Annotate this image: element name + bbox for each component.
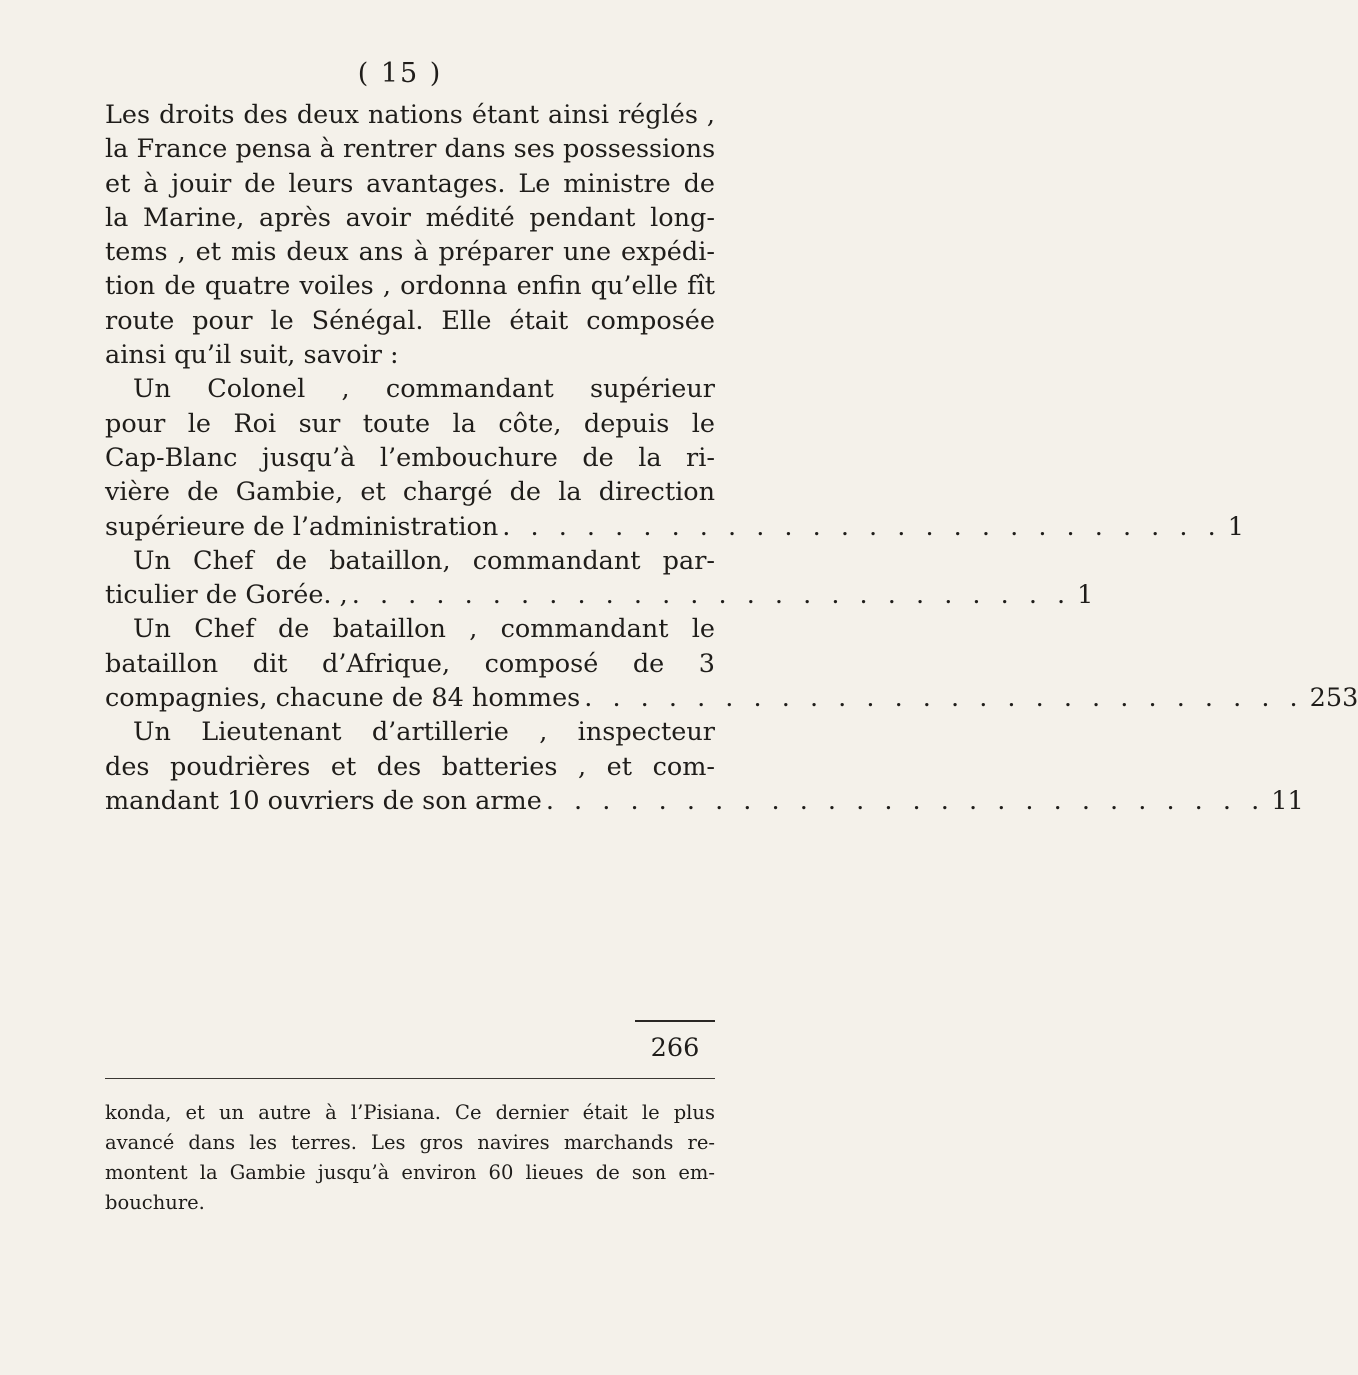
text-line: la France pensa à rentrer dans ses possessions: [105, 134, 716, 165]
dot-leader: . . . . . . . . . . . . . . . . . . . . . . . . . .: [584, 683, 1304, 714]
main-text: [105, 98, 1358, 818]
text-line: bataillon dit d’Afrique, composé de 3: [105, 648, 715, 679]
text-line: Un Lieutenant d’artillerie , inspecteur: [133, 717, 715, 748]
text-line: vière de Gambie, et chargé de la direction: [105, 477, 715, 508]
dot-leader: . . . . . . . . . . . . . . . . . . . . . . . . . .: [351, 580, 1072, 611]
item-count-line: [105, 510, 1244, 544]
item-last-line: mandant 10 ouvriers de son arme: [105, 785, 542, 816]
footnote-line: avancé dans les terres. Les gros navires marchands re-: [105, 1131, 715, 1154]
text-line: Un Chef de bataillon , commandant le: [133, 614, 715, 645]
intro-paragraph: [105, 98, 715, 372]
text-line: tion de quatre voiles , ordonna enfin qu’elle fît: [105, 271, 715, 302]
footnote: [105, 1098, 715, 1218]
item-last-line: supérieure de l’administration: [105, 511, 499, 542]
text-line: pour le Roi sur toute la côte, depuis le: [105, 408, 715, 439]
list-item-chef-afrique: [105, 612, 1358, 715]
list-item-lieutenant: [105, 715, 1304, 818]
footnote-rule: [105, 1078, 715, 1079]
text-line: tems , et mis deux ans à préparer une expédi-: [105, 237, 715, 268]
item-last-line: compagnies, chacune de 84 hommes: [105, 683, 581, 714]
item-count: 1: [1077, 580, 1094, 611]
item-count: 11: [1271, 785, 1304, 816]
item-count: 1: [1227, 511, 1244, 542]
text-line: ainsi qu’il suit, savoir :: [105, 340, 399, 371]
text-line: Un Chef de bataillon, commandant par-: [133, 545, 715, 576]
item-count-line: [105, 784, 1304, 818]
text-line: Un Colonel , commandant supérieur: [133, 374, 715, 405]
text-line: route pour le Sénégal. Elle était composée: [105, 305, 715, 336]
footnote-line: konda, et un autre à l’Pisiana. Ce dernier était le plus: [105, 1101, 715, 1124]
footnote-line: bouchure.: [105, 1191, 205, 1214]
total-count: 266: [650, 1033, 700, 1063]
list-item-chef-goree: [105, 544, 1094, 613]
item-count-line: [105, 578, 1094, 612]
item-count: 253: [1309, 683, 1358, 714]
list-item-colonel: [105, 372, 1244, 543]
text-line: la Marine, après avoir médité pendant long-: [105, 202, 715, 233]
dot-leader: . . . . . . . . . . . . . . . . . . . . . . . . . .: [502, 511, 1222, 542]
item-last-line: ticulier de Gorée. ,: [105, 580, 348, 611]
sum-rule: [635, 1020, 715, 1022]
item-count-line: [105, 681, 1358, 715]
text-line: et à jouir de leurs avantages. Le ministre de: [105, 168, 715, 199]
text-line: des poudrières et des batteries , et com-: [105, 751, 715, 782]
footnote-line: montent la Gambie jusqu’à environ 60 lieues de son em-: [105, 1161, 715, 1184]
dot-leader: . . . . . . . . . . . . . . . . . . . . . . . . . .: [545, 785, 1266, 816]
text-line: Cap-Blanc jusqu’à l’embouchure de la ri-: [105, 442, 715, 473]
page-number: ( 15 ): [357, 58, 443, 89]
text-line: Les droits des deux nations étant ainsi réglés ,: [105, 100, 715, 130]
